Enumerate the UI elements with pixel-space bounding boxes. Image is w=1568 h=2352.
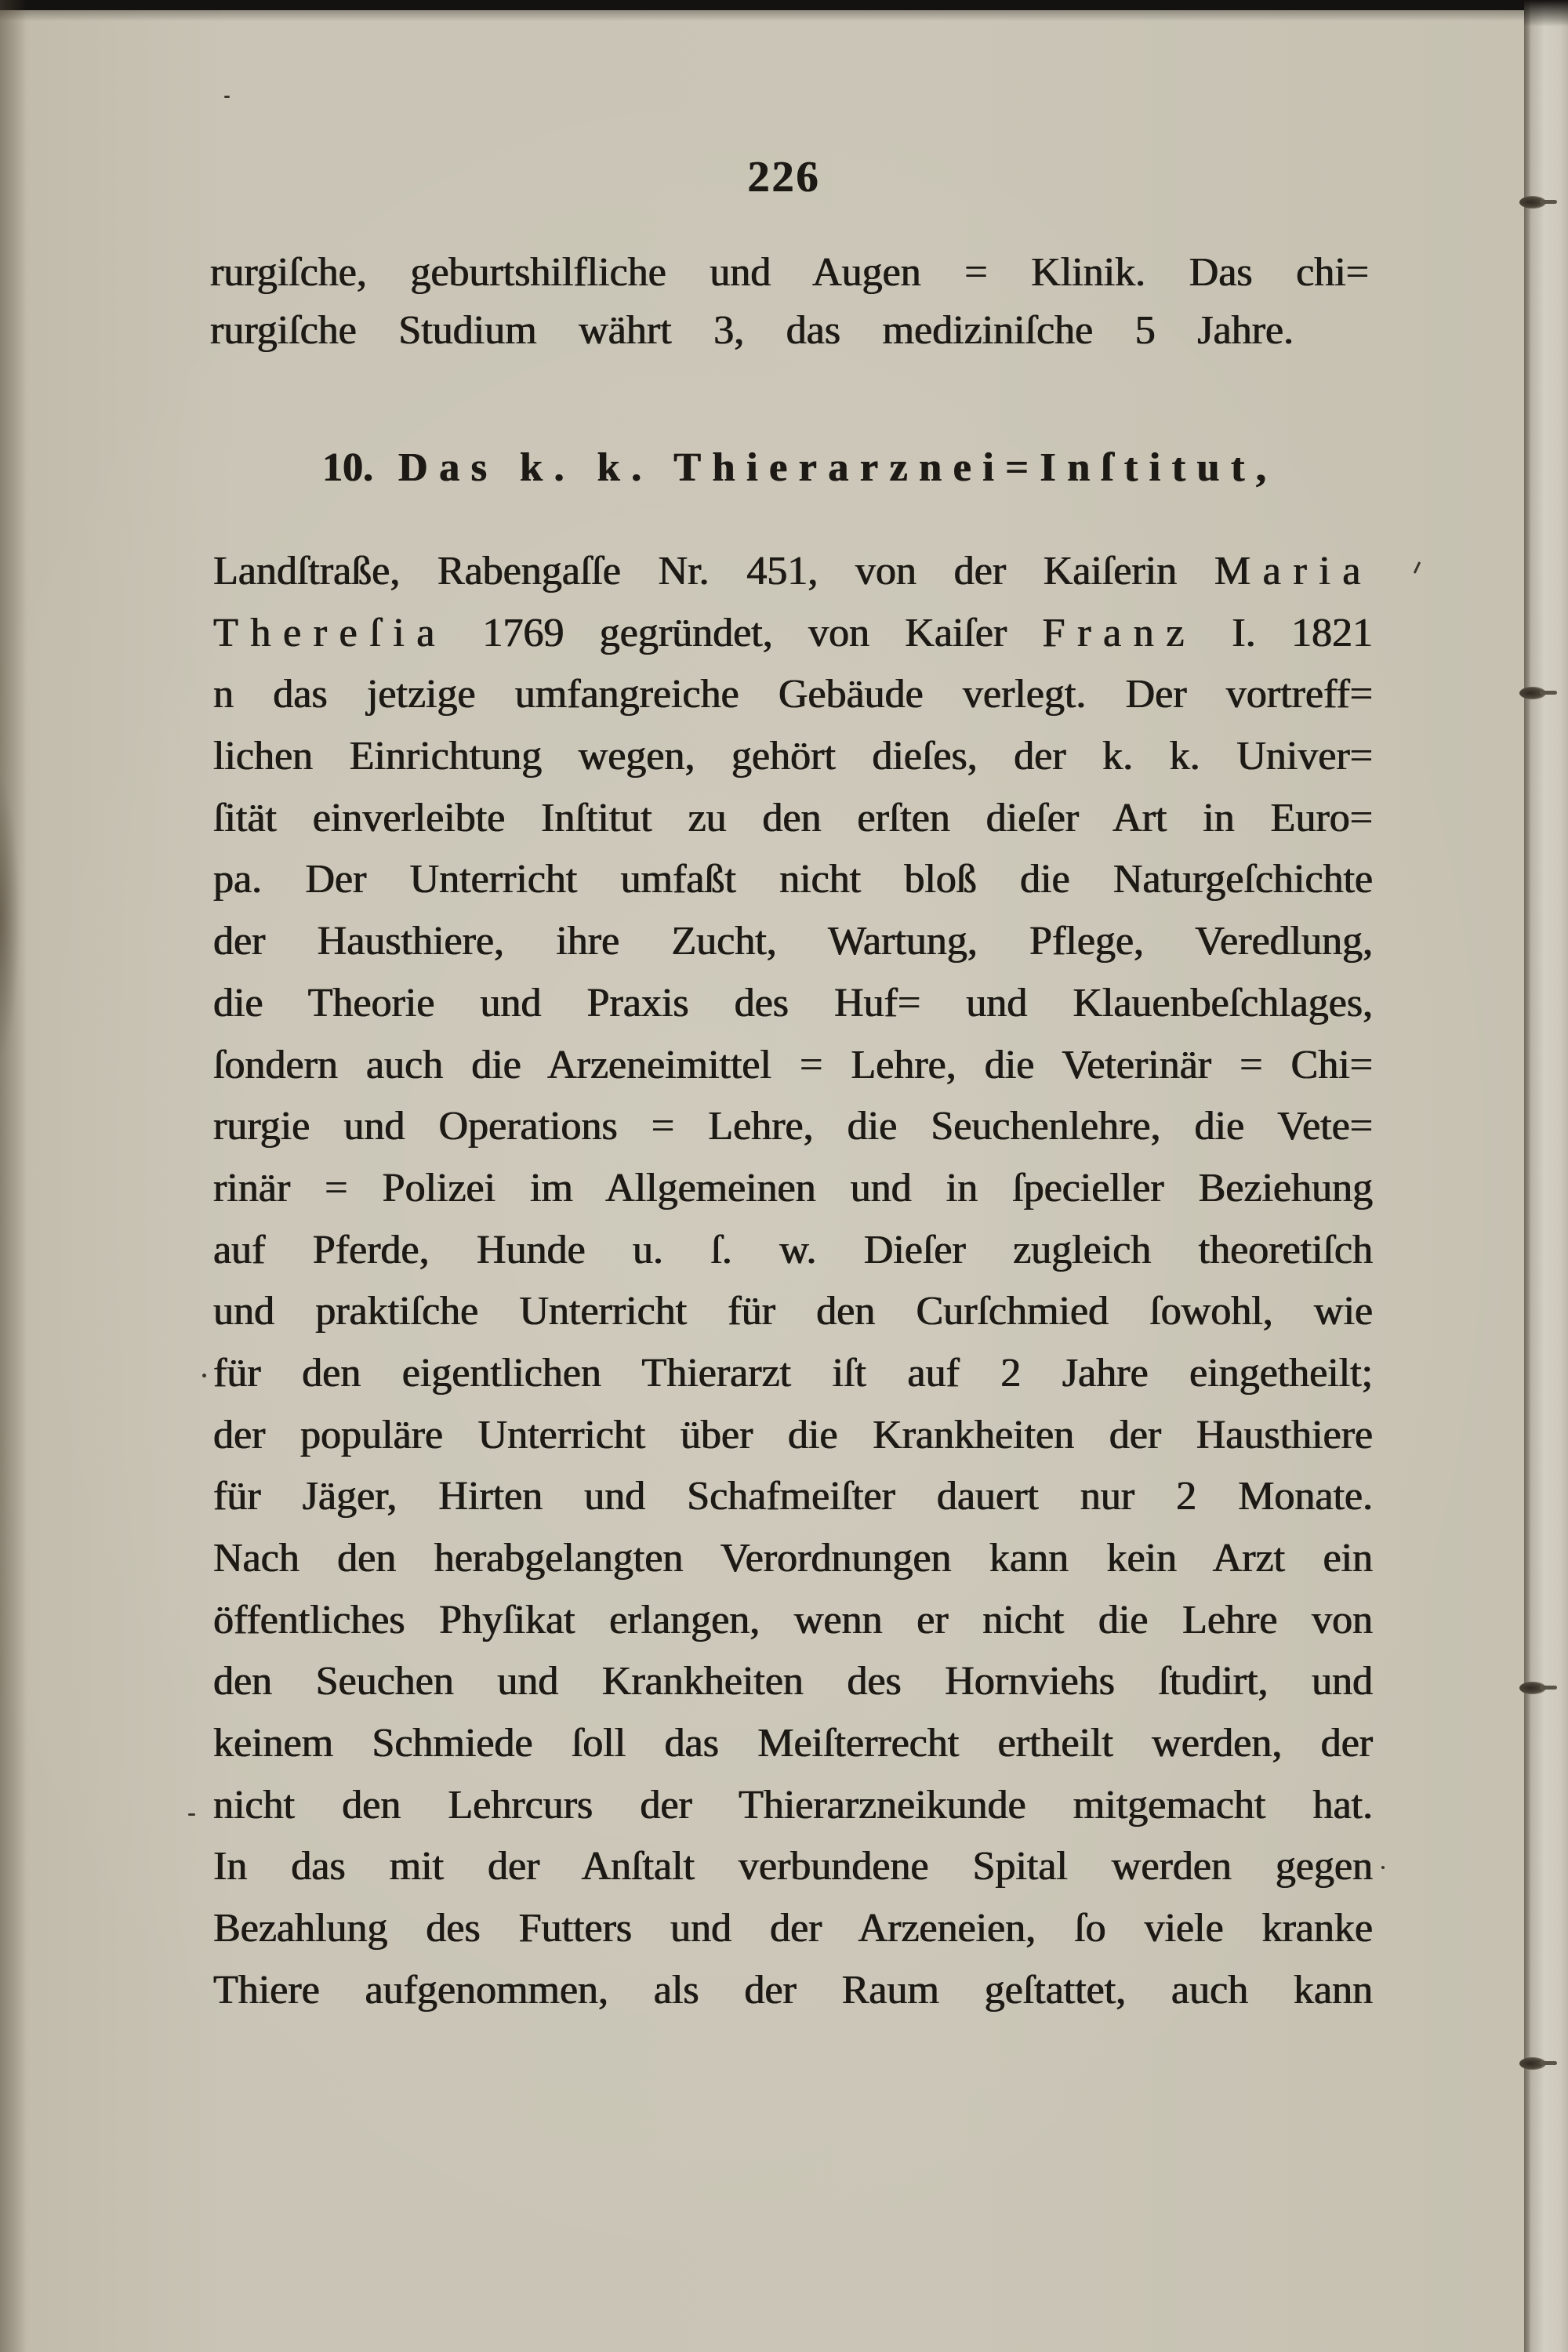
section-heading <box>322 437 1277 499</box>
paper-speck <box>188 1813 195 1816</box>
text-line: rurgie und Operations = Lehre, die Seuchenlehre, die Vete= <box>213 1104 1373 1149</box>
text-line: Bezahlung des Futters und der Arzeneien, ſo viele kranke <box>213 1906 1373 1951</box>
scan-corner-top-right <box>1524 0 1568 27</box>
paragraph-continuation <box>210 244 1369 360</box>
text-line <box>213 603 1373 665</box>
section-body <box>213 541 1373 2022</box>
paper-speck <box>224 96 230 98</box>
spaced-name: Thereſia <box>213 610 448 655</box>
text-line: nicht den Lehrcurs der Thierarzneikunde mitgemacht hat. <box>213 1782 1373 1828</box>
page-edge-left <box>0 0 27 2352</box>
text-line: der populäre Unterricht über die Krankheiten der Hausthiere <box>213 1412 1373 1457</box>
text-line: pa. Der Unterricht umfaßt nicht bloß die Naturgeſchichte <box>213 857 1373 902</box>
page-number: 226 <box>747 153 821 201</box>
paper-speck <box>1381 1866 1385 1869</box>
text-line: ſität einverleibte Inſtitut zu den erſten dieſer Art in Euro= <box>213 795 1373 840</box>
text-line: rinär = Polizei im Allgemeinen und in ſpecieller Beziehung <box>213 1165 1373 1210</box>
text-line: die Theorie und Praxis des Huf= und Klauenbeſchlages, <box>213 980 1373 1025</box>
text-line: der Hausthiere, ihre Zucht, Wartung, Pflege, Veredlung, <box>213 919 1373 964</box>
text-line: für den eigentlichen Thierarzt iſt auf 2 Jahre eingetheilt; <box>213 1350 1373 1396</box>
binding-stitch <box>1519 1682 1546 1694</box>
page-binding-edge <box>1524 0 1568 2352</box>
text-line: rurgiſche Studium währt 3, das mediziniſche 5 Jahre. <box>210 308 1294 353</box>
page-stain-left <box>0 776 20 1058</box>
scan-border-top <box>0 0 1568 10</box>
section-title: Das k. k. Thierarznei=Inſtitut, <box>398 445 1278 490</box>
text-line: n das jetzige umfangreiche Gebäude verlegt. Der vortreff= <box>213 672 1373 717</box>
paper-speck <box>202 1374 206 1377</box>
text-run: I. 1821 <box>1232 610 1373 655</box>
text-line: den Seuchen und Krankheiten des Hornviehs ſtudirt, und <box>213 1659 1373 1704</box>
spaced-name: Maria <box>1214 549 1374 593</box>
text-line: ſondern auch die Arzeneimittel = Lehre, die Veterinär = Chi= <box>213 1042 1373 1087</box>
text-line: Nach den herabgelangten Verordnungen kann kein Arzt ein <box>213 1536 1373 1581</box>
spaced-name: Franz <box>1042 610 1196 655</box>
text-line: auf Pferde, Hunde u. ſ. w. Dieſer zugleich theoretiſch <box>213 1227 1373 1272</box>
text-line: In das mit der Anſtalt verbundene Spital werden gegen <box>213 1844 1373 1889</box>
text-run: 1769 gegründet, von Kaiſer <box>482 610 1007 655</box>
text-line: öffentliches Phyſikat erlangen, wenn er nicht die Lehre von <box>213 1597 1373 1642</box>
binding-stitch <box>1519 687 1546 699</box>
paper-speck <box>1414 561 1421 574</box>
text-line: lichen Einrichtung wegen, gehört dieſes, der k. k. Univer= <box>213 734 1373 779</box>
text-line: und praktiſche Unterricht für den Curſchmied ſowohl, wie <box>213 1289 1373 1334</box>
text-line: rurgiſche, geburtshilfliche und Augen = Klinik. Das chi= <box>210 250 1369 295</box>
text-line: Thiere aufgenommen, als der Raum geſtattet, auch kann <box>213 1967 1373 2013</box>
text-line: keinem Schmiede ſoll das Meiſterrecht ertheilt werden, der <box>213 1721 1373 1766</box>
binding-stitch <box>1519 2057 1546 2070</box>
section-number: 10. <box>322 445 373 490</box>
scan-shadow-top <box>0 10 1568 21</box>
text-line <box>213 541 1373 603</box>
text-line: für Jäger, Hirten und Schafmeiſter dauert nur 2 Monate. <box>213 1474 1373 1519</box>
text-run: Landſtraße, Rabengaſſe Nr. 451, von der Kaiſerin <box>213 549 1178 593</box>
